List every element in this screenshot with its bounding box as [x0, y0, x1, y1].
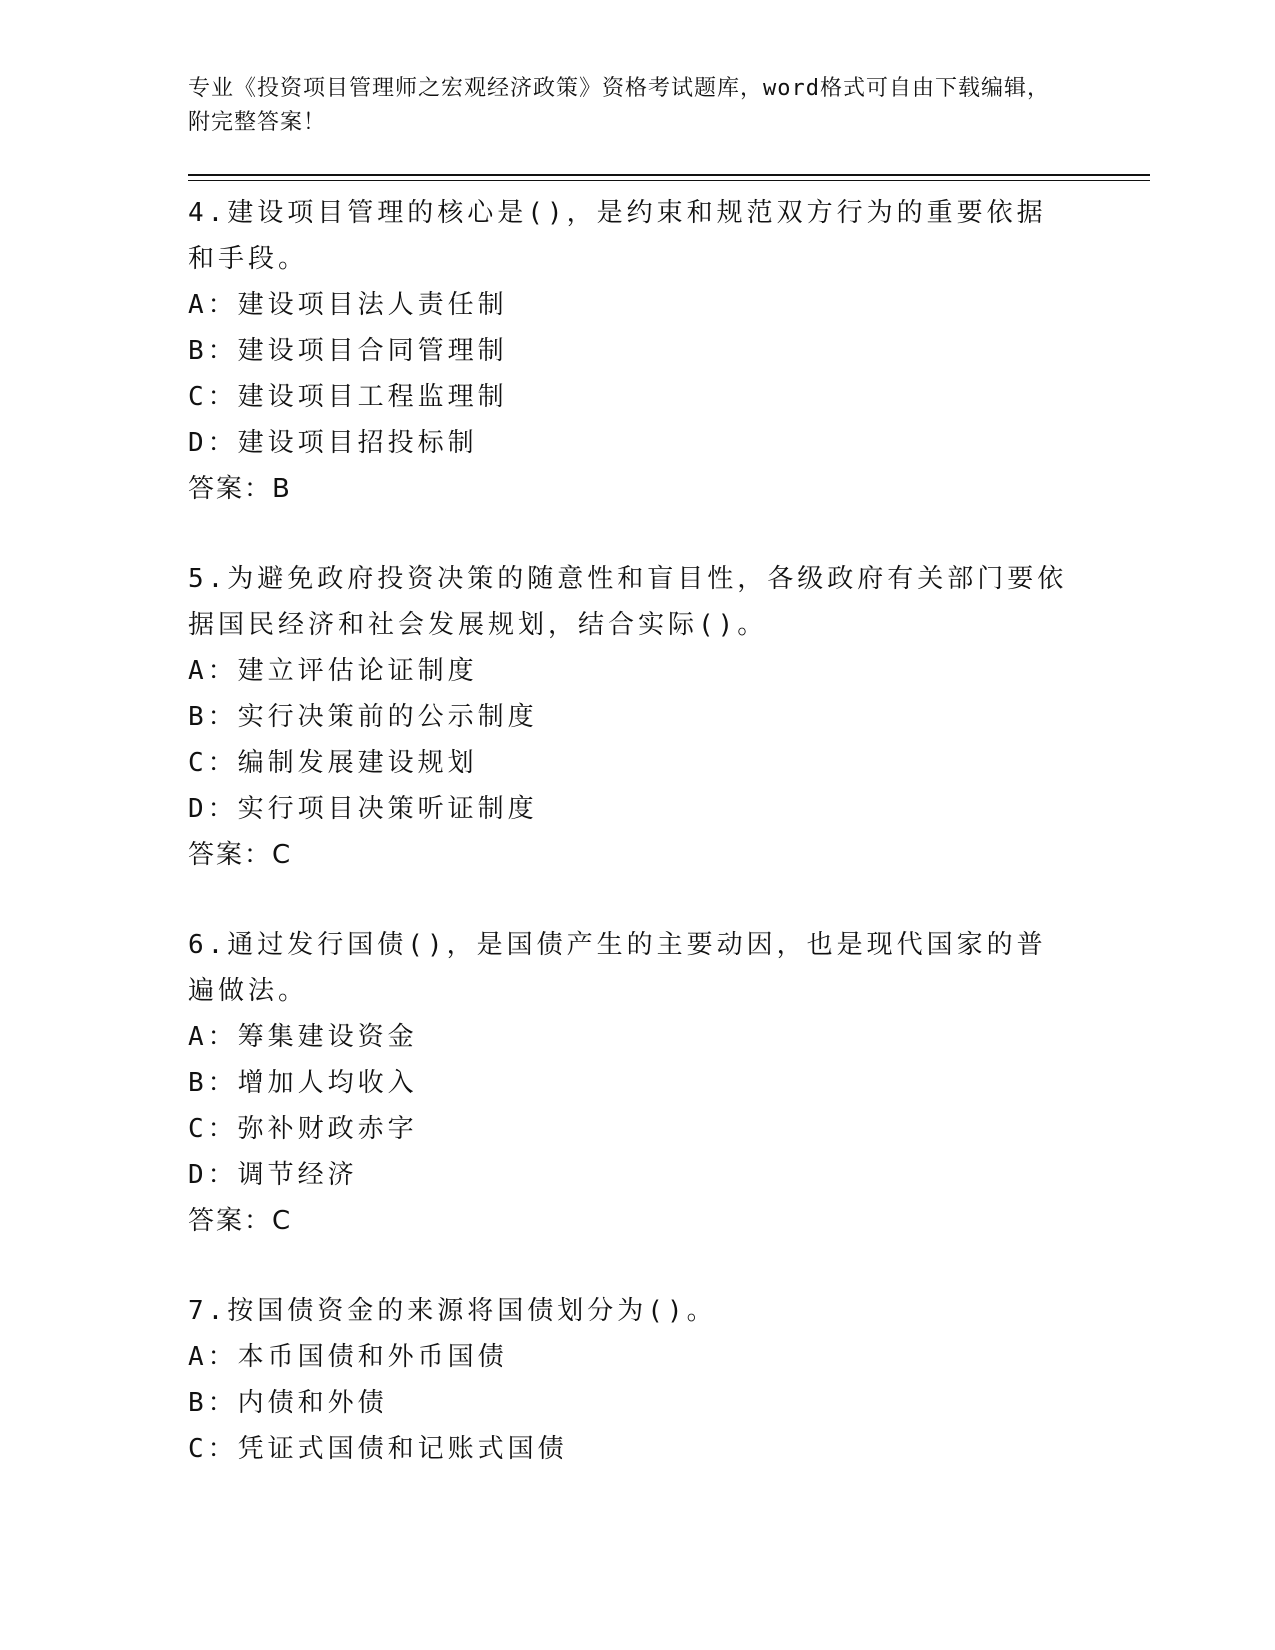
option-a: A：筹集建设资金 — [188, 1022, 418, 1052]
option-d: D：实行项目决策听证制度 — [188, 794, 538, 824]
answer: 答案：C — [188, 1206, 293, 1236]
header-rule-thin — [188, 180, 1150, 181]
question-text: 6.通过发行国债()，是国债产生的主要动因，也是现代国家的普遍做法。 — [188, 930, 1047, 1006]
option-a: A：建设项目法人责任制 — [188, 290, 508, 320]
option-c: C：凭证式国债和记账式国债 — [188, 1434, 568, 1464]
option-d: D：调节经济 — [188, 1160, 358, 1190]
option-b: B：内债和外债 — [188, 1388, 388, 1418]
option-b: B：实行决策前的公示制度 — [188, 702, 538, 732]
option-a: A：建立评估论证制度 — [188, 656, 478, 686]
option-b: B：建设项目合同管理制 — [188, 336, 508, 366]
question-6 — [188, 922, 1068, 1244]
question-7 — [188, 1288, 1068, 1472]
document-header: 专业《投资项目管理师之宏观经济政策》资格考试题库，word格式可自由下载编辑，附完整答案！ — [188, 76, 1050, 135]
option-d: D：建设项目招投标制 — [188, 428, 478, 458]
question-5 — [188, 556, 1068, 878]
question-list — [188, 190, 1068, 1516]
answer: 答案：C — [188, 840, 293, 870]
question-text: 5.为避免政府投资决策的随意性和盲目性，各级政府有关部门要依据国民经济和社会发展规划，结合实际()。 — [188, 564, 1068, 640]
question-4 — [188, 190, 1068, 512]
header-rule-thick — [188, 174, 1150, 176]
option-c: C：编制发展建设规划 — [188, 748, 478, 778]
option-b: B：增加人均收入 — [188, 1068, 418, 1098]
answer: 答案：B — [188, 474, 292, 504]
option-c: C：弥补财政赤字 — [188, 1114, 418, 1144]
option-c: C：建设项目工程监理制 — [188, 382, 508, 412]
question-text: 7.按国债资金的来源将国债划分为()。 — [188, 1296, 717, 1326]
option-a: A：本币国债和外币国债 — [188, 1342, 508, 1372]
question-text: 4.建设项目管理的核心是()，是约束和规范双方行为的重要依据和手段。 — [188, 198, 1047, 274]
